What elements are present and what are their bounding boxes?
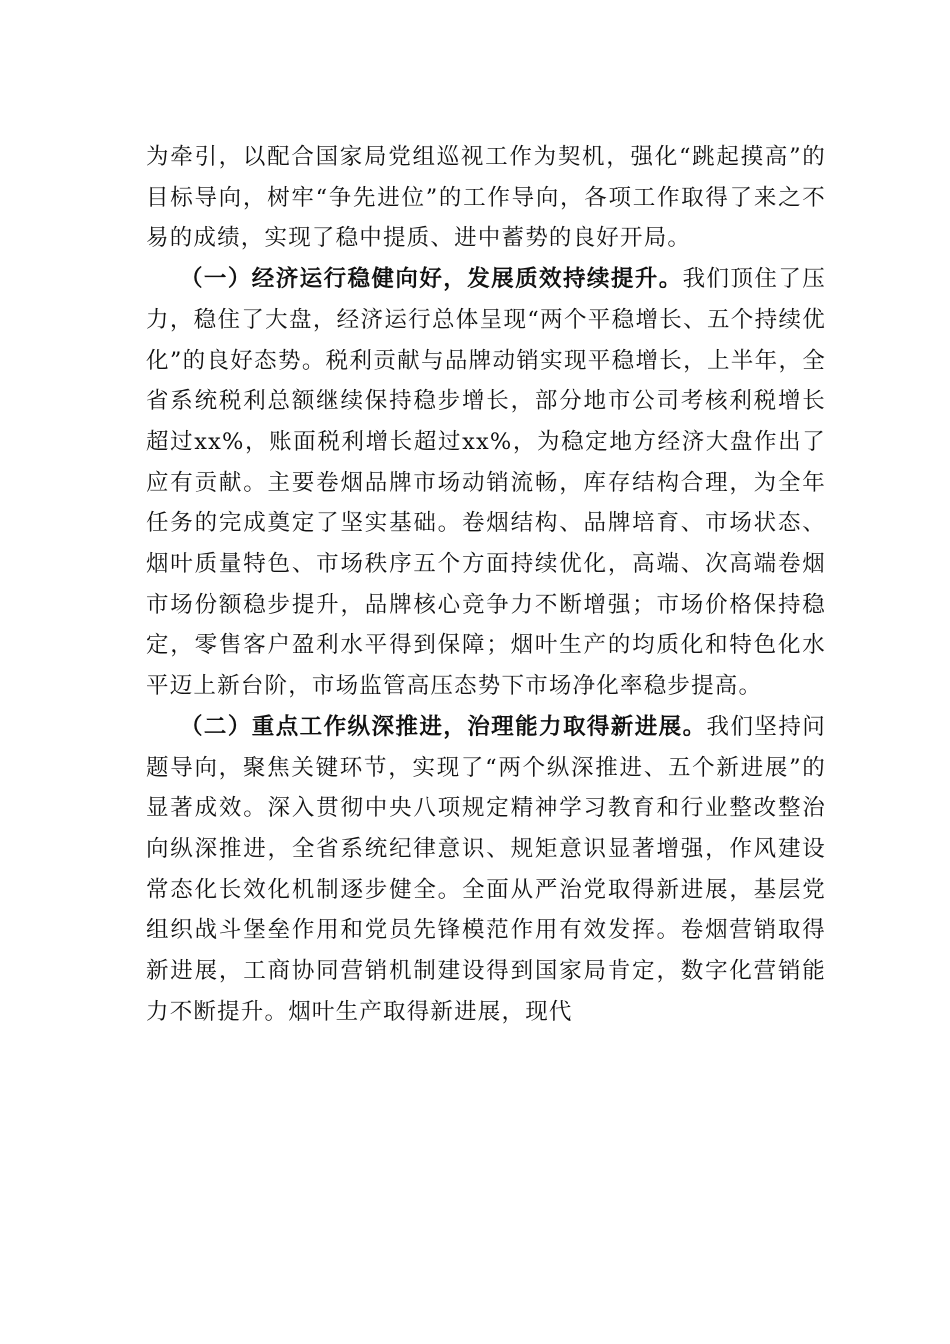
section-1-heading: （一）经济运行稳健向好，发展质效持续提升。 (180, 266, 683, 293)
section-2-heading: （二）重点工作纵深推进，治理能力取得新进展。 (180, 713, 707, 740)
section-1-text: 我们顶住了压力，稳住了大盘，经济运行总体呈现“两个平稳增长、五个持续优化”的良好态势。税利贡献与品牌动销实现平稳增长，上半年，全省系统税利总额继续保持稳步增长，部分地市公司考核利税增长超过xx%，账面税利增长超过xx%，为稳定地方经济大盘作出了应有贡献。主要卷烟品牌市场动销流畅，库存结构合理，为全年任务的完成奠定了坚实基础。卷烟结构、品牌培育、市场状态、烟叶质量特色、市场秩序五个方面持续优化，高端、次高端卷烟市场份额稳步提升，品牌核心竞争力不断增强；市场价格保持稳定，零售客户盈利水平得到保障；烟叶生产的均质化和特色化水平迈上新台阶，市场监管高压态势下市场净化率稳步提高。 (146, 266, 826, 700)
paragraph-intro-text: 为牵引，以配合国家局党组巡视工作为契机，强化“跳起摸高”的目标导向，树牢“争先进位”的工作导向，各项工作取得了来之不易的成绩，实现了稳中提质、进中蓄势的良好开局。 (146, 144, 826, 252)
section-2-text: 我们坚持问题导向，聚焦关键环节，实现了“两个纵深推进、五个新进展”的显著成效。深入贯彻中央八项规定精神学习教育和行业整改整治向纵深推进，全省系统纪律意识、规矩意识显著增强，作风建设常态化长效化机制逐步健全。全面从严治党取得新进展，基层党组织战斗堡垒作用和党员先锋模范作用有效发挥。卷烟营销取得新进展，工商协同营销机制建设得到国家局肯定，数字化营销能力不断提升。烟叶生产取得新进展，现代 (146, 713, 826, 1025)
paragraph-section-1 (146, 259, 826, 707)
paragraph-section-2 (146, 707, 826, 1033)
document-body (146, 137, 826, 1032)
paragraph-intro (146, 137, 826, 259)
